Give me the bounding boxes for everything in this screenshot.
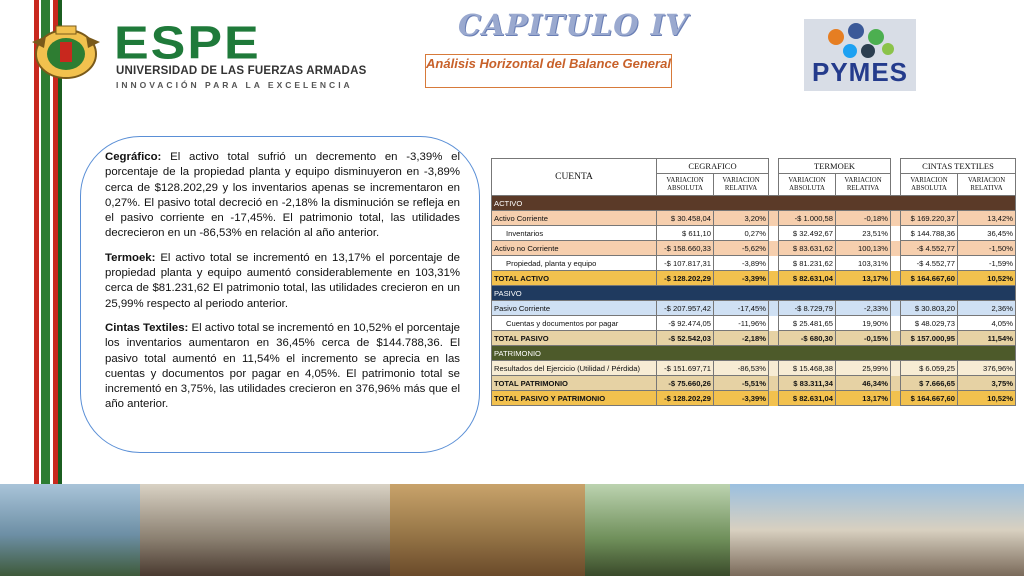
table-cell: $ 164.667,60 — [901, 271, 958, 286]
group-header: CINTAS TEXTILES — [901, 159, 1016, 174]
table-cell: -$ 4.552,77 — [901, 241, 958, 256]
table-cell: -$ 75.660,26 — [657, 376, 714, 391]
table-cell: -2,33% — [836, 301, 891, 316]
table-cell: -$ 107.817,31 — [657, 256, 714, 271]
column-separator — [891, 301, 901, 316]
analysis-paragraph: Termoek: El activo total se incrementó en 13,17% el porcentaje de propiedad planta y equipo aumentó considerablemente en 103,31% cerca de $81.231,62 El patrimonio total, las utilidades crecieron en un 25,99% respecto al periodo anterior. — [105, 251, 460, 310]
table-cell: -1,50% — [958, 241, 1016, 256]
table-cell: 13,17% — [836, 391, 891, 406]
account-label: PATRIMONIO — [492, 346, 1016, 361]
table-cell: $ 144.788,36 — [901, 226, 958, 241]
table-cell: -5,62% — [714, 241, 769, 256]
table-cell: 36,45% — [958, 226, 1016, 241]
table-cell: $ 82.631,04 — [779, 391, 836, 406]
subheader: VARIACION ABSOLUTA — [779, 174, 836, 196]
espe-logo-text: ESPE — [114, 17, 261, 70]
column-separator — [769, 241, 779, 256]
table-cell: -$ 680,30 — [779, 331, 836, 346]
table-row — [492, 211, 1016, 226]
chapter-title: CAPITULO IV — [458, 8, 689, 42]
table-cell: 11,54% — [958, 331, 1016, 346]
university-name: UNIVERSIDAD DE LAS FUERZAS ARMADAS — [116, 65, 367, 77]
table-cell: -11,96% — [714, 316, 769, 331]
classroom-photo — [390, 484, 585, 576]
pymes-logo — [804, 19, 916, 91]
table-row — [492, 331, 1016, 346]
students-photo — [140, 484, 390, 576]
table-cell: -$ 8.729,79 — [779, 301, 836, 316]
subheader: VARIACION RELATIVA — [714, 174, 769, 196]
table-cell: -3,89% — [714, 256, 769, 271]
column-separator — [769, 226, 779, 241]
table-cell: -$ 52.542,03 — [657, 331, 714, 346]
espe-logo — [114, 17, 367, 90]
table-cell: -3,39% — [714, 391, 769, 406]
table-row — [492, 226, 1016, 241]
table-cell: -2,18% — [714, 331, 769, 346]
table-cell: 2,36% — [958, 301, 1016, 316]
column-separator — [769, 271, 779, 286]
section-title: Análisis Horizontal del Balance General — [425, 54, 672, 88]
column-separator — [891, 256, 901, 271]
column-separator — [891, 391, 901, 406]
column-separator — [769, 361, 779, 376]
table-cell: -86,53% — [714, 361, 769, 376]
subheader: VARIACION ABSOLUTA — [657, 174, 714, 196]
table-cell: 3,20% — [714, 211, 769, 226]
campus-arcade-photo — [730, 484, 1024, 576]
table-cell: -$ 92.474,05 — [657, 316, 714, 331]
table-cell: 0,27% — [714, 226, 769, 241]
table-cell: -$ 128.202,29 — [657, 391, 714, 406]
table-row — [492, 196, 1016, 211]
table-cell: -$ 1.000,58 — [779, 211, 836, 226]
subheader: VARIACION ABSOLUTA — [901, 174, 958, 196]
table-cell: $ 48.029,73 — [901, 316, 958, 331]
table-cell: 13,42% — [958, 211, 1016, 226]
column-separator — [891, 271, 901, 286]
column-separator — [769, 301, 779, 316]
table-cell: 100,13% — [836, 241, 891, 256]
column-separator — [769, 316, 779, 331]
table-cell: $ 30.803,20 — [901, 301, 958, 316]
account-label: Propiedad, planta y equipo — [492, 256, 657, 271]
table-cell: $ 164.667,60 — [901, 391, 958, 406]
column-separator — [891, 331, 901, 346]
table-cell: -$ 128.202,29 — [657, 271, 714, 286]
table-cell: $ 82.631,04 — [779, 271, 836, 286]
table-row — [492, 271, 1016, 286]
table-cell: 25,99% — [836, 361, 891, 376]
account-label: ACTIVO — [492, 196, 1016, 211]
table-cell: $ 81.231,62 — [779, 256, 836, 271]
column-separator — [891, 226, 901, 241]
table-row — [492, 286, 1016, 301]
table-row — [492, 316, 1016, 331]
table-cell: 103,31% — [836, 256, 891, 271]
column-separator — [769, 376, 779, 391]
table-row — [492, 241, 1016, 256]
table-cell: $ 83.631,62 — [779, 241, 836, 256]
table-cell: -0,18% — [836, 211, 891, 226]
account-label: Cuentas y documentos por pagar — [492, 316, 657, 331]
table-cell: $ 30.458,04 — [657, 211, 714, 226]
account-label: PASIVO — [492, 286, 1016, 301]
table-cell: $ 169.220,37 — [901, 211, 958, 226]
account-label: Activo Corriente — [492, 211, 657, 226]
account-label: TOTAL PASIVO — [492, 331, 657, 346]
column-separator — [891, 316, 901, 331]
table-cell: -17,45% — [714, 301, 769, 316]
table-cell: 13,17% — [836, 271, 891, 286]
account-label: Activo no Corriente — [492, 241, 657, 256]
table-cell: $ 25.481,65 — [779, 316, 836, 331]
table-cell: 46,34% — [836, 376, 891, 391]
column-separator — [891, 361, 901, 376]
table-row — [492, 346, 1016, 361]
cuenta-header: CUENTA — [492, 159, 657, 196]
table-cell: $ 157.000,95 — [901, 331, 958, 346]
analysis-paragraph: Cegráfico: El activo total sufrió un decremento en -3,39% el porcentaje de la propiedad planta y equipo disminuyeron en -3,89% cerca de $128.202,29 y los inventarios apenas se incrementaron en 0,27%. El pasivo total decreció en -2,18% la disminución se refleja en el pasivo corriente en -17,45%. El patrimonio total, las utilidades decrecieron en un -86,53% en relación al año anterior. — [105, 151, 460, 240]
column-separator — [769, 256, 779, 271]
group-header: CEGRAFICO — [657, 159, 769, 174]
table-cell: -3,39% — [714, 271, 769, 286]
campus-building-photo — [0, 484, 140, 576]
horizontal-balance-table — [491, 158, 1016, 406]
table-cell: 3,75% — [958, 376, 1016, 391]
table-row — [492, 361, 1016, 376]
university-motto: INNOVACIÓN PARA LA EXCELENCIA — [116, 80, 353, 90]
analysis-panel — [80, 136, 480, 453]
table-cell: -0,15% — [836, 331, 891, 346]
column-separator — [769, 331, 779, 346]
column-separator — [769, 391, 779, 406]
table-row — [492, 301, 1016, 316]
table-cell: 376,96% — [958, 361, 1016, 376]
table-cell: $ 32.492,67 — [779, 226, 836, 241]
account-label: Pasivo Corriente — [492, 301, 657, 316]
analysis-paragraph: Cintas Textiles: El activo total se incrementó en 10,52% el porcentaje los inventarios aumentaron en 36,45% cerca de $144.788,36. El pasivo total aumentó en 11,54% el incremento se aprecia en las cuentas y documentos por pagar en 4,05%. El patrimonio total se incrementó en 3,75%, las utilidades crecieron en 376,96% más que el año anterior. — [105, 321, 460, 411]
column-separator — [891, 241, 901, 256]
table-cell: 10,52% — [958, 391, 1016, 406]
pymes-logo-text: PYMES — [811, 57, 909, 87]
account-label: TOTAL PASIVO Y PATRIMONIO — [492, 391, 657, 406]
account-label: TOTAL ACTIVO — [492, 271, 657, 286]
column-separator — [891, 376, 901, 391]
table-cell: 19,90% — [836, 316, 891, 331]
table-cell: -$ 4.552,77 — [901, 256, 958, 271]
university-crest-icon — [26, 22, 106, 82]
subheader: VARIACION RELATIVA — [836, 174, 891, 196]
table-cell: $ 611,10 — [657, 226, 714, 241]
table-cell: -$ 151.697,71 — [657, 361, 714, 376]
account-label: Inventarios — [492, 226, 657, 241]
account-label: Resultados del Ejercicio (Utilidad / Pérdida) — [492, 361, 657, 376]
table-cell: $ 15.468,38 — [779, 361, 836, 376]
campus-photo-strip — [0, 484, 1024, 576]
subheader: VARIACION RELATIVA — [958, 174, 1016, 196]
table-cell: $ 6.059,25 — [901, 361, 958, 376]
table-cell: 23,51% — [836, 226, 891, 241]
table-cell: -1,59% — [958, 256, 1016, 271]
column-separator — [891, 211, 901, 226]
account-label: TOTAL PATRIMONIO — [492, 376, 657, 391]
table-row — [492, 256, 1016, 271]
table-row — [492, 391, 1016, 406]
table-cell: -$ 158.660,33 — [657, 241, 714, 256]
table-cell: $ 7.666,65 — [901, 376, 958, 391]
table-cell: 10,52% — [958, 271, 1016, 286]
table-cell: 4,05% — [958, 316, 1016, 331]
table-cell: -5,51% — [714, 376, 769, 391]
table-cell: -$ 207.957,42 — [657, 301, 714, 316]
column-separator — [769, 211, 779, 226]
group-header: TERMOEK — [779, 159, 891, 174]
surveying-photo — [585, 484, 730, 576]
table-cell: $ 83.311,34 — [779, 376, 836, 391]
table-row — [492, 376, 1016, 391]
